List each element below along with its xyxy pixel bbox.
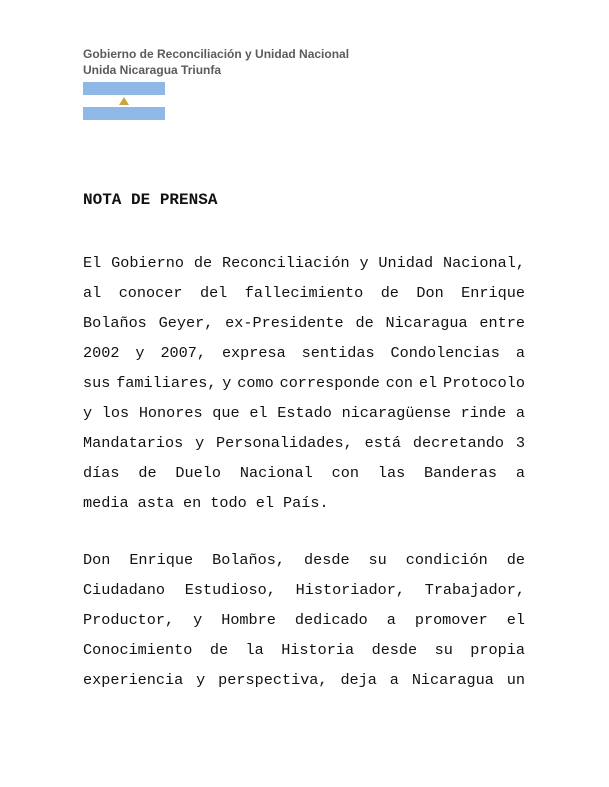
word: está [364,434,402,452]
word: Gobierno [111,254,185,272]
word: y [196,671,206,689]
word: del [199,284,228,302]
word: condición [405,551,488,569]
word: con [385,374,414,392]
nicaragua-flag-icon [83,82,165,120]
paragraph-line [83,545,525,575]
word: Geyer, [158,314,214,332]
word: Estado [277,404,332,422]
paragraph-line [83,338,525,368]
word: Don [83,551,111,569]
word: ex-Presidente [225,314,344,332]
word: días [83,464,120,482]
word: de [138,464,157,482]
word: propia [470,641,525,659]
word: decretando [412,434,505,452]
word: Condolencias [390,344,500,362]
letterhead-government-name: Gobierno de Reconciliación y Unidad Nacional [83,47,350,61]
word: Nicaragua [411,671,494,689]
word: media [83,494,129,512]
word: 3 [515,434,525,452]
word: Conocimiento [83,641,193,659]
word: de [193,254,213,272]
word: perspectiva, [218,671,328,689]
word: Historia [281,641,355,659]
word: de [209,641,229,659]
word: y [359,254,369,272]
paragraph-line [83,458,525,488]
word: País. [282,494,329,512]
word: y [222,374,232,392]
flag-middle-band [83,95,165,108]
paragraph-line [83,278,525,308]
word: como [237,374,274,392]
flag-bottom-band [83,107,165,120]
word: expresa [221,344,286,362]
word: fallecimiento [244,284,364,302]
word: el [418,374,438,392]
word: en [183,494,202,512]
word: conocer [118,284,183,302]
word: Honores [138,404,203,422]
word: asta [137,494,175,512]
word: todo [210,494,247,512]
word: Historiador, [295,581,405,599]
word: Enrique [461,284,525,302]
word: y [193,611,203,629]
word: su [368,551,387,569]
word: a [386,611,396,629]
paragraph-line [83,368,525,398]
word: 2007, [160,344,207,362]
word: la [245,641,264,659]
word: Unidad [378,254,434,272]
word: Don [416,284,444,302]
word: Nacional, [442,254,525,272]
paragraph-line [83,398,525,428]
word: entre [479,314,525,332]
paragraph-line [83,308,525,338]
paragraph-2 [83,545,525,695]
word: desde [303,551,350,569]
word: el [249,404,268,422]
word: Bolaños, [212,551,286,569]
paragraph-line [83,575,525,605]
letterhead [83,46,349,78]
word: sentidas [301,344,375,362]
letterhead-slogan: Unida Nicaragua Triunfa [83,63,222,77]
word: al [83,284,102,302]
word: Protocolo [442,374,525,392]
word: rinde [460,404,507,422]
word: sus [83,374,111,392]
paragraph-line [83,635,525,665]
word: con [331,464,359,482]
word: el [255,494,274,512]
word: a [515,344,525,362]
word: desde [371,641,418,659]
word: Banderas [424,464,497,482]
word: Nacional [239,464,313,482]
word: un [506,671,525,689]
word: y [135,344,145,362]
word: 2002 [83,344,120,362]
word: Ciudadano [83,581,166,599]
word: Duelo [175,464,221,482]
flag-emblem-icon [119,97,129,105]
paragraph-line [83,665,525,695]
word: de [380,284,399,302]
word: que [212,404,240,422]
word: el [506,611,525,629]
press-release-title: NOTA DE PRENSA [83,191,218,209]
word: corresponde [279,374,380,392]
word: Productor, [83,611,175,629]
word: promover [414,611,488,629]
word: Hombre [221,611,276,629]
word: familiares, [116,374,217,392]
word: y [195,434,205,452]
word: Personalidades, [216,434,353,452]
word: Mandatarios [83,434,184,452]
word: su [434,641,453,659]
word: y [83,404,93,422]
word: de [355,314,374,332]
word: a [515,404,525,422]
word: nicaragüense [341,404,451,422]
word: los [101,404,130,422]
word: Estudioso, [184,581,276,599]
word: deja [340,671,377,689]
word: Enrique [129,551,194,569]
paragraph-line [83,488,525,518]
paragraph-line [83,248,525,278]
word: Trabajador, [424,581,525,599]
word: Bolaños [83,314,147,332]
word: El [83,254,102,272]
paragraph-1 [83,248,525,518]
flag-top-band [83,82,165,95]
paragraph-line [83,428,525,458]
word: de [506,551,525,569]
word: a [389,671,399,689]
word: dedicado [294,611,368,629]
word: Reconciliación [221,254,350,272]
paragraph-line [83,605,525,635]
word: experiencia [83,671,184,689]
word: a [515,464,525,482]
word: Nicaragua [385,314,468,332]
word: las [377,464,406,482]
